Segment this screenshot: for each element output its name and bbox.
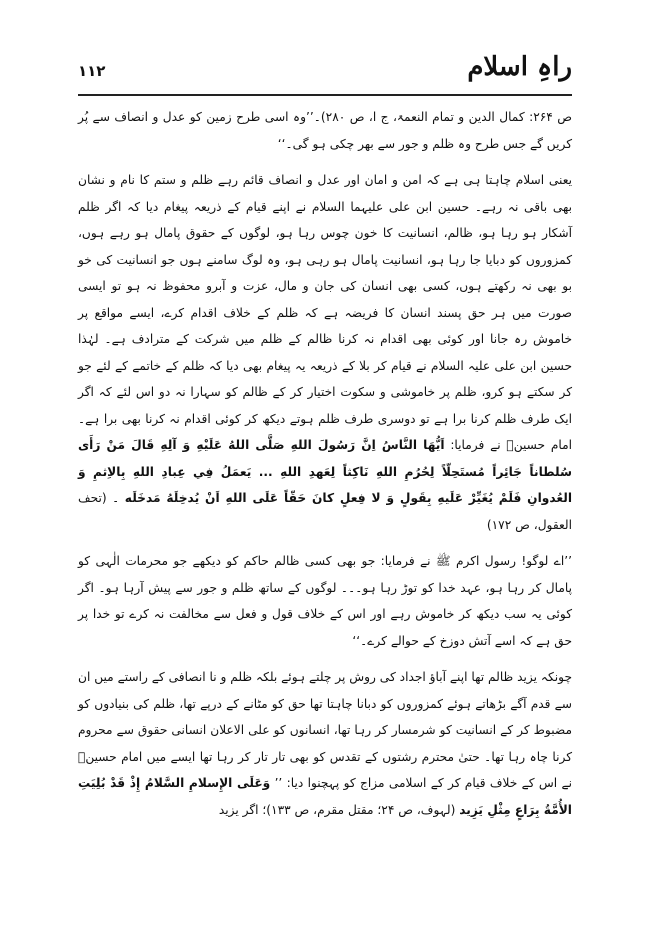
running-header-title: راہِ اسلام: [467, 52, 572, 82]
paragraph-text: ’’اے لوگو! رسول اکرم ﷺ نے فرمایا: جو بھی کسی ظالم حاکم کو دیکھے جو محرمات الٰہی کو پامال کر رہا ہو، عہد خدا کو توڑ رہا ہو۔۔۔ لوگوں کے ساتھ ظلم و جور سے پیش آرہا ہو۔ اگر کوئی یہ سب دیکھ کر خاموش رہے اور اس کے خلاف قول و فعل سے مخالفت نہ کرے تو خدا پر حق ہے کہ اسے آتش دوزخ کے حوالے کرے۔‘‘: [78, 554, 572, 648]
citation: ۔ (تحف العقول، ص ۱۷۲): [78, 491, 572, 532]
citation: (لہوف، ص ۲۴؛ مقتل مقرم، ص ۱۳۳)؛ اگر یزید: [218, 802, 456, 817]
body-text: [78, 104, 572, 833]
arabic-hadith: اَيُّهَا النَّاسُ اِنَّ رَسُولَ اللهِ صَلَّى اللهُ عَلَيْهِ وَ آلِهِ قَالَ مَنْ رَأَى سُلطاناً جَائِراً مُستَحِلّاً لِحُرُمِ اللهِ نَاكِثاً لِعَهدِ اللهِ ... يَعمَلُ فِي عِبادِ اللهِ بِالاِثمِ وَ العُدوانِ فَلَمْ يُغَيِّرْ عَلَيهِ بِقَولٍ وَ لا فِعلٍ كانَ حَقّاً عَلَى اللهِ اَنْ يُدخِلَهُ مَدخَلَه: [78, 438, 573, 505]
paragraph-text: یعنی اسلام چاہتا ہی ہے کہ امن و امان اور عدل و انصاف قائم رہے ظلم و ستم کا نام و نشان بھی باقی نہ رہے۔ حسین ابن علی علیہما السلام نے اپنے قیام کے ذریعہ پیغام دیا کہ اگر ظلم آشکار ہو رہا ہو، ظالم، انسانیت کا خون چوس رہا ہو، لوگوں کے حقوق پامال ہو رہے ہوں، کمزوروں کو دبایا جا رہا ہو، انسانیت پامال ہو رہی ہو، وہ لوگ سامنے ہوں جو انسانیت کی خو بو بھی نہ رکھتے ہوں، کسی بھی انسان کی جان و مال، عزت و آبرو محفوظ نہ ہو تو ایسی صورت میں ہر حق پسند انسان کا فریضہ ہے کہ ظلم کے خلاف اقدام کرے، ایسے مواقع پر خاموش رہ جانا اور کوئی بھی اقدام نہ کرنا ظالم کے ظلم میں شرکت کے مترادف ہے۔ لہٰذا حسین ابن علی علیہ السلام نے قیام کر بلا کے ذریعہ یہ پیغام بھی دیا کہ ظلم کے خاتمے کے لئے جو کر سکتے ہو کرو، ظلم پر خاموشی و سکوت اختیار کر کے ظالم کو سہارا نہ دو اس لئے کہ اگر ایک طرف ظلم کرنا برا ہے تو دوسری طرف ظلم ہوتے دیکھ کر کوئی اقدام نہ کرنا بھی برا ہے۔ امام حسینؑ نے فرمایا:: [78, 173, 572, 452]
paragraph-main: [78, 167, 572, 538]
arabic-quote: وَعَلَى الإِسلامِ السَّلامُ إِذْ قَدْ بُلِيَتِ الأُمَّةُ بِرَاعٍ مِثْلِ يَزِيد: [78, 776, 572, 817]
paragraph-text: ص ۲۶۴: کمال الدین و تمام النعمۃ، ج ا، ص ۲۸۰)۔’’وہ اسی طرح زمین کو عدل و انصاف سے پُر کریں گے جس طرح وہ ظلم و جور سے بھر چکی ہو گی۔‘‘: [78, 110, 572, 151]
paragraph-translation: [78, 548, 572, 654]
paragraph-yazid: [78, 664, 572, 823]
page-number: ۱۱۲: [78, 62, 106, 80]
paragraph-reference: [78, 104, 572, 157]
paragraph-text: چونکہ یزید ظالم تھا اپنے آباؤ اجداد کی روش پر چلتے ہوئے بلکہ ظلم و نا انصافی کے راستے میں ان سے قدم آگے بڑھاتے ہوئے کمزوروں کو دبانا چاہتا تھا حق کو مٹانے کے درپے تھا، ظلم کی بنیادوں کو مضبوط کر کے انسانیت کو شرمسار کر رہا تھا، انسانوں کو علی الاعلان انسانی حقوق سے محروم کرنا چاہ رہا تھا۔ حتیٰ محترم رشتوں کے تقدس کو بھی تار تار کر رہا تھا ایسے میں امام حسینؑ نے اس کے خلاف قیام کر کے اسلامی مزاج کو پہچنوا دیا: ’’: [78, 670, 572, 790]
header-divider: [78, 94, 572, 96]
